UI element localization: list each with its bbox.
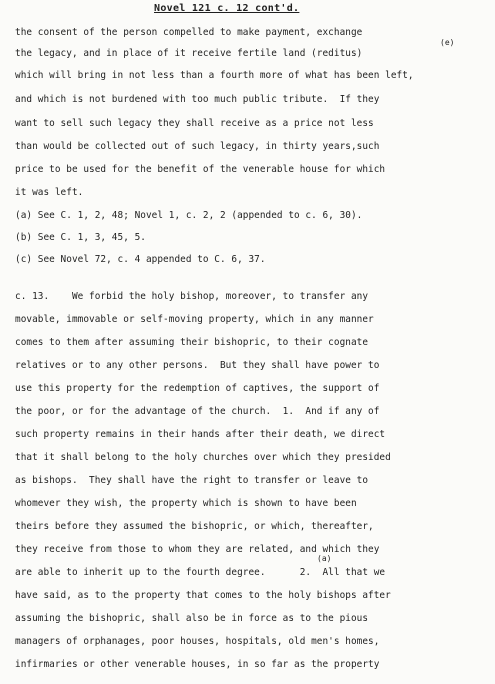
text-line: infirmaries or other venerable houses, in so far as the property <box>15 659 380 670</box>
text-line: than would be collected out of such legacy, in thirty years,such <box>15 141 380 152</box>
footnote: (a) See C. 1, 2, 48; Novel 1, c. 2, 2 (appended to c. 6, 30). <box>15 210 363 221</box>
text-line: whomever they wish, the property which is shown to have been <box>15 498 357 509</box>
text-line: c. 13. We forbid the holy bishop, moreover, to transfer any <box>15 291 369 302</box>
text-line: the poor, or for the advantage of the church. 1. And if any of <box>15 406 380 417</box>
footnote-marker: (e) <box>440 38 455 47</box>
text-line: theirs before they assumed the bishopric, or which, thereafter, <box>15 521 374 532</box>
text-line: and which is not burdened with too much public tribute. If they <box>15 94 380 105</box>
text-line: the legacy, and in place of it receive fertile land (reditus) <box>15 48 363 59</box>
text-line: comes to them after assuming their bishopric, to their cognate <box>15 337 369 348</box>
footnote-marker: (a) <box>317 554 332 563</box>
text-line: managers of orphanages, poor houses, hospitals, old men's homes, <box>15 636 380 647</box>
text-line: they receive from those to whom they are related, and which they <box>15 544 380 555</box>
page-heading: Novel 121 c. 12 cont'd. <box>154 3 300 14</box>
text-line: assuming the bishopric, shall also be in force as to the pious <box>15 613 369 624</box>
text-line: the consent of the person compelled to make payment, exchange <box>15 27 363 38</box>
text-line: it was left. <box>15 187 84 198</box>
text-line: want to sell such legacy they shall receive as a price not less <box>15 118 374 129</box>
text-line: use this property for the redemption of captives, the support of <box>15 383 380 394</box>
text-line: have said, as to the property that comes to the holy bishops after <box>15 590 391 601</box>
text-line: are able to inherit up to the fourth degree. 2. All that we <box>15 567 386 578</box>
footnote: (b) See C. 1, 3, 45, 5. <box>15 232 146 243</box>
text-line: movable, immovable or self-moving property, which in any manner <box>15 314 374 325</box>
text-line: such property remains in their hands after their death, we direct <box>15 429 386 440</box>
text-line: as bishops. They shall have the right to transfer or leave to <box>15 475 369 486</box>
text-line: price to be used for the benefit of the venerable house for which <box>15 164 386 175</box>
text-line: which will bring in not less than a fourth more of what has been left, <box>15 70 414 81</box>
text-line: relatives or to any other persons. But they shall have power to <box>15 360 380 371</box>
text-line: that it shall belong to the holy churches over which they presided <box>15 452 391 463</box>
footnote: (c) See Novel 72, c. 4 appended to C. 6, 37. <box>15 254 266 265</box>
